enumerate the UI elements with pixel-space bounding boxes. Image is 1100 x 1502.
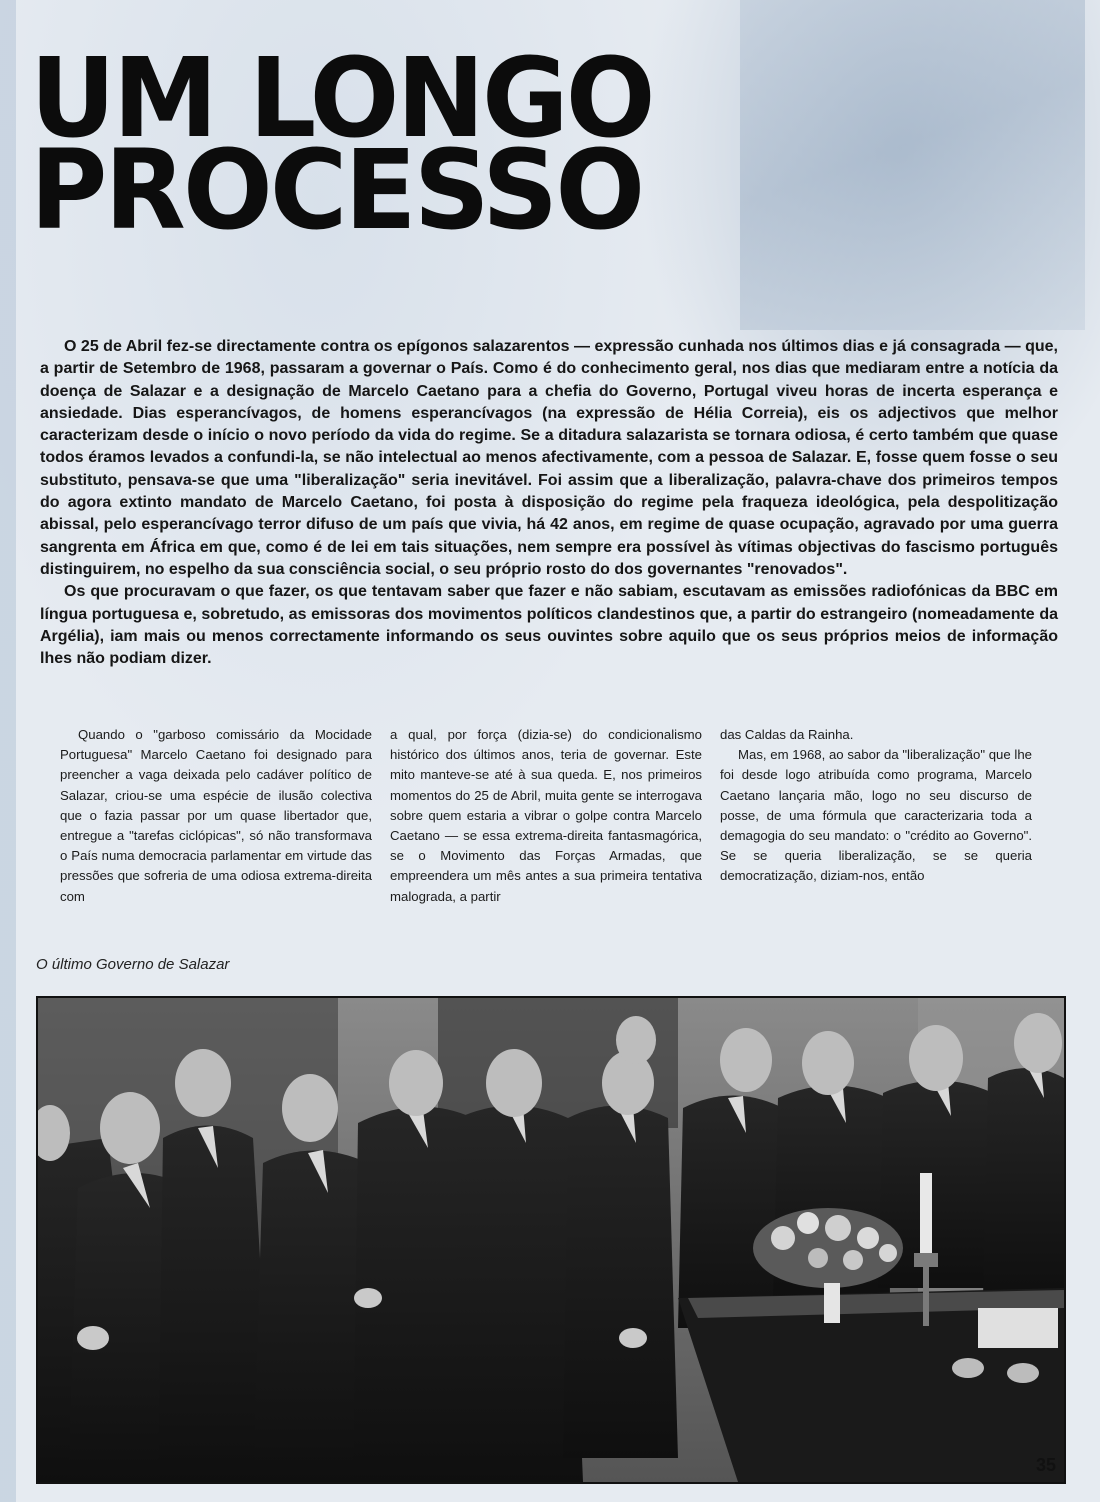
body-column-3 — [720, 725, 1032, 937]
column-3-text-b: Mas, em 1968, ao sabor da "liberalização" que lhe foi desde logo atribuída como programa, Marcelo Caetano lançaria mão, logo no seu discurso de posse, de uma fórmula que caracterizaria toda a demagogia do seu mandato: o "crédito ao Governo". Se se queria liberalização, se se queria democratização, diziam-nos, então — [720, 747, 1032, 884]
photo-caption: O último Governo de Salazar — [36, 956, 230, 973]
column-2-text: a qual, por força (dizia-se) do condicionalismo histórico dos últimos anos, teria de governar. Este mito manteve-se até à sua queda. E, nos primeiros momentos do 25 de Abril, muita gente se interrogava sobre quem estaria a vibrar o golpe contra Marcelo Caetano — se essa extrema-direita fantasmagórica, se o Movimento das Forças Armadas, que empreendera um mês antes a sua primeira tentativa malograda, a partir — [390, 727, 702, 904]
lead-paragraph-2: Os que procuravam o que fazer, os que tentavam saber que fazer e não sabiam, escutavam as emissões radiofónicas da BBC em língua portuguesa e, sobretudo, as emissoras dos movimentos políticos clandestinos que, a partir do estrangeiro (nomeadamente da Argélia), iam mais ou menos correctamente informando os seus ouvintes sobre aquilo que os seus próprios meios de informação lhes não podiam dizer. — [40, 583, 1058, 668]
group-photo-illustration — [38, 998, 1064, 1482]
page-number: 35 — [1035, 1455, 1056, 1475]
column-3-text-a: das Caldas da Rainha. — [720, 727, 854, 742]
body-columns — [60, 725, 1060, 937]
faded-background-photo — [740, 0, 1085, 330]
column-1-text: Quando o "garboso comissário da Mocidade Portuguesa" Marcelo Caetano foi designado para preencher a vaga deixada pelo cadáver político de Salazar, criou-se uma espécie de ilusão colectiva que o fazia passar por um quase libertador que, entregue a "tarefas ciclópicas", só não transformava o País numa democracia parlamentar em virtude das pressões que sofreria de uma odiosa extrema-direita com — [60, 727, 372, 904]
headline-line-2: PROCESSO — [30, 126, 643, 254]
headline-line-1: UM LONGO — [30, 34, 653, 162]
government-group-photo — [36, 996, 1066, 1484]
article-headline — [30, 34, 653, 254]
lead-paragraphs — [40, 336, 1058, 670]
lead-paragraph-1: O 25 de Abril fez-se directamente contra os epígonos salazarentos — expressão cunhada nos últimos dias e já consagrada — que, a partir de Setembro de 1968, passaram a governar o País. Como é do conhecimento geral, nos dias que mediaram entre a notícia da doença de Salazar e a designação de Marcelo Caetano para a chefia do Governo, Portugal viveu horas de incerta esperança e ansiedade. Dias esperancívagos, de homens esperancívagos (na expressão de Hélia Correia), eis os adjectivos que melhor caracterizam desde o início o novo período da vida do regime. Se a ditadura salazarista se tornara odiosa, é certo também que quase todos éramos levados a confundi-la, se não intelectual ao menos afectivamente, com a pessoa de Salazar. E, fosse quem fosse o seu substituto, pensava-se que uma "liberalização" seria inevitável. Foi assim que a liberalização, palavra-chave dos primeiros tempos do agora extinto mandato de Marcelo Caetano, foi posta à disposição do regime pela fraqueza ideológica, pela despolitização abissal, pelo esperancívago terror difuso de um país que vivia, há 42 anos, em regime de quase ocupação, agravado por uma guerra sangrenta em África em que, como é de lei em tais situações, nem sempre era possível às vítimas objectivas do fascismo português distinguirem, no espelho da sua consciência social, o seu próprio rosto do dos governantes "renovados". — [40, 338, 1058, 578]
body-column-1 — [60, 725, 372, 937]
body-column-2 — [390, 725, 702, 937]
